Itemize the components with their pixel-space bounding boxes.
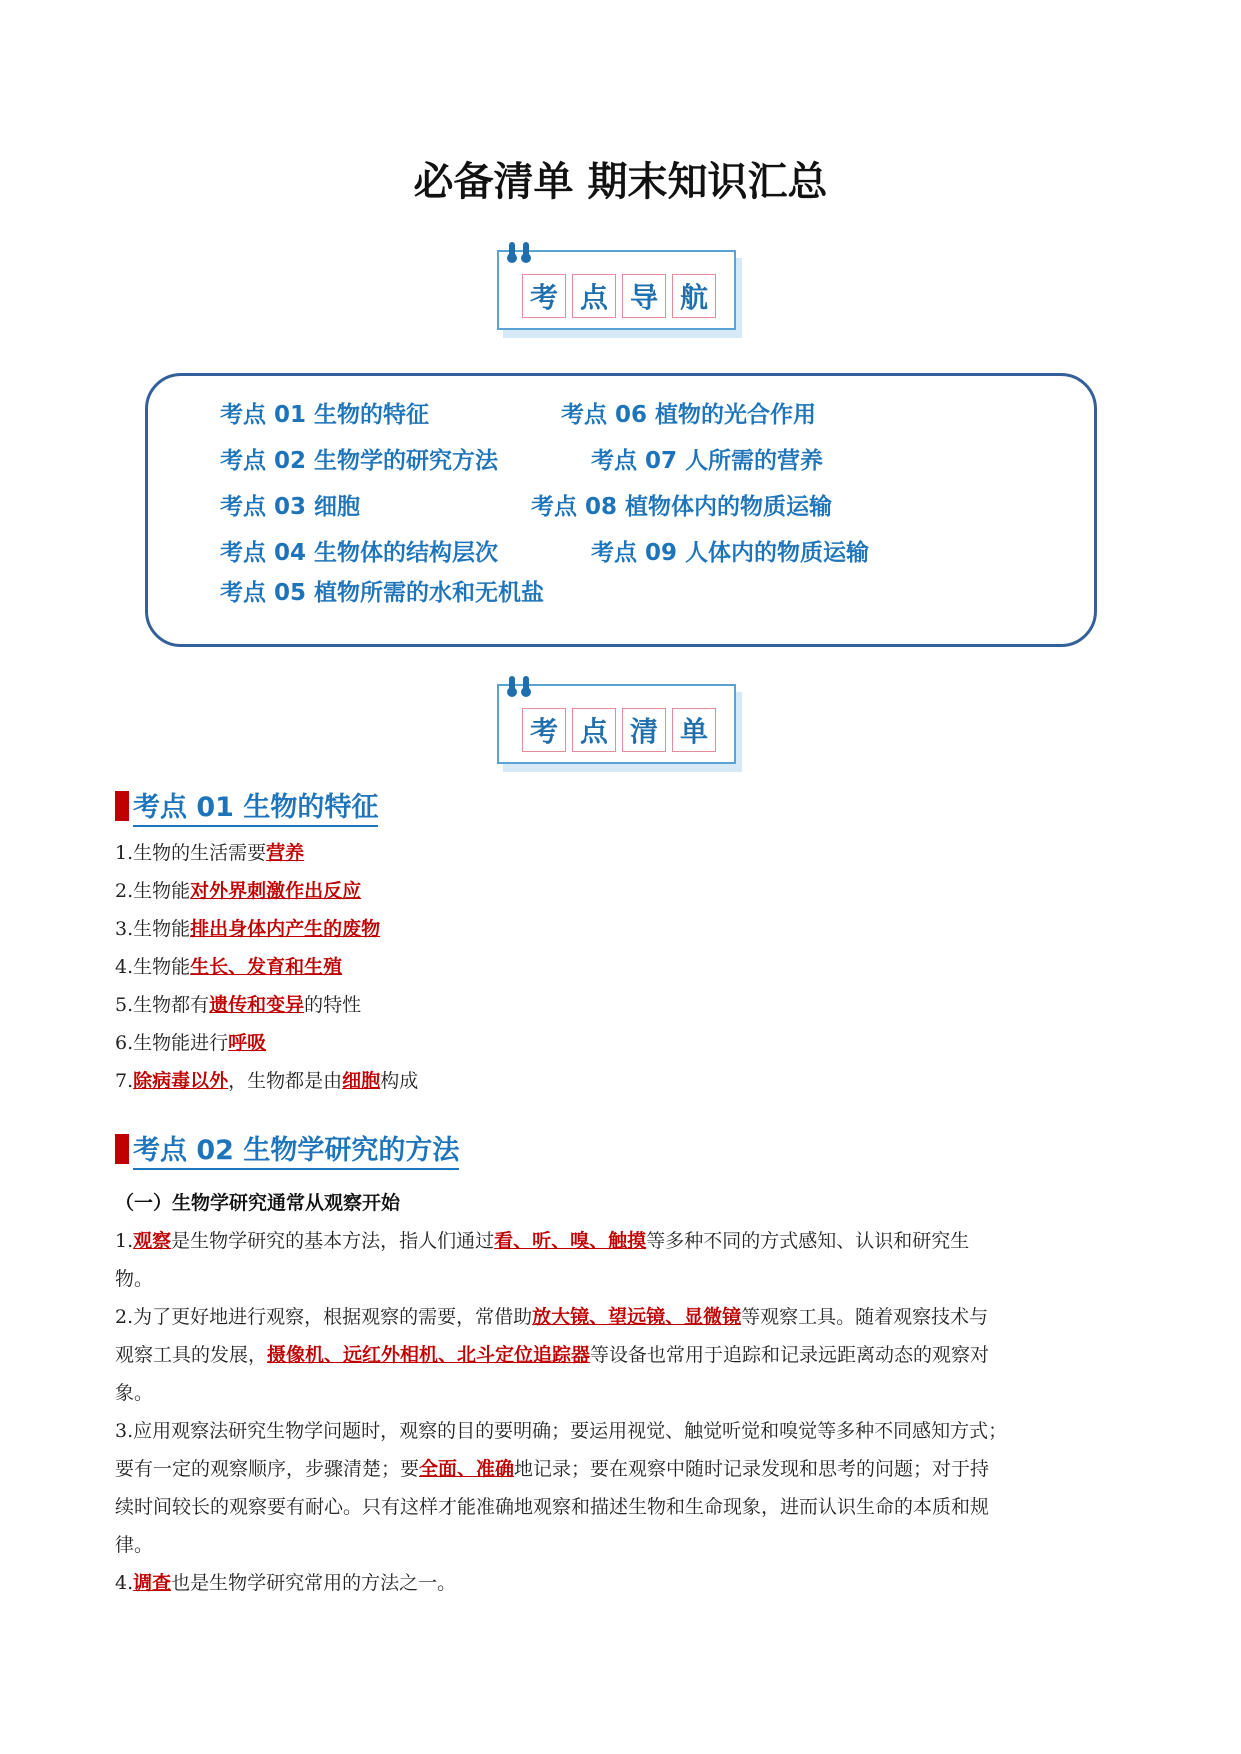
nav-banner	[497, 250, 744, 340]
key-term: 细胞	[342, 1070, 381, 1092]
key-term: 调查	[133, 1572, 172, 1594]
heading-marker-icon	[115, 791, 129, 821]
key-term: 营养	[266, 842, 305, 864]
banner-char: 单	[672, 708, 716, 752]
line-text: 地记录；要在观察中随时记录发现和思考的问题；对于持	[514, 1458, 990, 1480]
line-text: 4.生物能	[115, 956, 191, 978]
body-line	[115, 1530, 153, 1557]
section-02-heading	[115, 1128, 459, 1170]
line-text: 等多种不同的方式感知、认识和研究生	[646, 1230, 970, 1252]
key-term: 除病毒以外	[133, 1070, 229, 1092]
body-line	[115, 1416, 1007, 1443]
pin-icon	[509, 242, 515, 260]
banner-char: 考	[522, 708, 566, 752]
pin-icon	[523, 242, 529, 260]
page-title: 必备清单 期末知识汇总	[413, 159, 828, 205]
banner-char: 点	[572, 708, 616, 752]
line-text: 也是生物学研究常用的方法之一。	[171, 1572, 457, 1594]
nav-item-05[interactable]: 考点 05 植物所需的水和无机盐	[220, 580, 545, 606]
body-line	[115, 1492, 989, 1519]
key-term: 排出身体内产生的废物	[190, 918, 381, 940]
body-line	[115, 1454, 989, 1481]
line-text: 2.为了更好地进行观察，根据观察的需要，常借助	[115, 1306, 533, 1328]
key-term: 遗传和变异	[209, 994, 305, 1016]
line-text: 是生物学研究的基本方法，指人们通过	[171, 1230, 495, 1252]
body-line	[115, 1226, 969, 1253]
line-text: 4.	[115, 1572, 134, 1594]
nav-item-08[interactable]: 考点 08 植物体内的物质运输	[531, 494, 833, 520]
key-term: 全面、准确	[419, 1458, 515, 1480]
key-term: 看、听、嗅、触摸	[494, 1230, 647, 1252]
key-term: 生长、发育和生殖	[190, 956, 343, 978]
section-01-title: 考点 01 生物的特征	[133, 785, 378, 827]
body-line	[115, 1568, 456, 1595]
key-term: 对外界刺激作出反应	[190, 880, 362, 902]
line-text: 续时间较长的观察要有耐心。只有这样才能准确地观察和描述生物和生命现象，进而认识生命的本质和规	[115, 1496, 990, 1518]
body-line	[115, 914, 380, 941]
banner-char: 考	[522, 274, 566, 318]
body-line	[115, 876, 361, 903]
body-line	[115, 1028, 266, 1055]
body-line	[115, 1378, 153, 1405]
body-line	[115, 990, 361, 1017]
key-term: 呼吸	[228, 1032, 267, 1054]
line-text: 律。	[115, 1534, 154, 1556]
body-line	[115, 838, 304, 865]
line-text: 3.生物能	[115, 918, 191, 940]
line-text: 7.	[115, 1070, 134, 1092]
body-line	[115, 1066, 418, 1093]
line-text: 6.生物能进行	[115, 1032, 229, 1054]
key-term: 摄像机、远红外相机、北斗定位追踪器	[267, 1344, 591, 1366]
line-text: 1.	[115, 1230, 134, 1252]
section-02-subheading: （一）生物学研究通常从观察开始	[115, 1192, 401, 1214]
nav-box	[145, 373, 1097, 647]
line-text: 等设备也常用于追踪和记录远距离动态的观察对	[590, 1344, 990, 1366]
heading-marker-icon	[115, 1134, 129, 1164]
line-text: 象。	[115, 1382, 154, 1404]
banner-char: 航	[672, 274, 716, 318]
pin-icon	[509, 676, 515, 694]
section-02-title: 考点 02 生物学研究的方法	[133, 1128, 459, 1170]
line-text: 5.生物都有	[115, 994, 210, 1016]
line-text: 物。	[115, 1268, 154, 1290]
body-line	[115, 1264, 153, 1291]
line-text: 3.应用观察法研究生物学问题时，观察的目的要明确；要运用视觉、触觉听觉和嗅觉等多种不同感知方式；	[115, 1420, 1008, 1442]
line-text: 要有一定的观察顺序，步骤清楚；要	[115, 1458, 420, 1480]
line-text: 2.生物能	[115, 880, 191, 902]
nav-item-06[interactable]: 考点 06 植物的光合作用	[561, 402, 817, 428]
list-banner	[497, 684, 744, 774]
line-text: 1.生物的生活需要	[115, 842, 267, 864]
nav-item-01[interactable]: 考点 01 生物的特征	[220, 402, 430, 428]
line-text: ，生物都是由	[228, 1070, 343, 1092]
line-text: 的特性	[304, 994, 362, 1016]
banner-char: 点	[572, 274, 616, 318]
body-line	[115, 952, 342, 979]
pin-icon	[523, 676, 529, 694]
nav-item-02[interactable]: 考点 02 生物学的研究方法	[220, 448, 499, 474]
nav-item-07[interactable]: 考点 07 人所需的营养	[591, 448, 824, 474]
key-term: 放大镜、望远镜、显微镜	[532, 1306, 742, 1328]
banner-char: 导	[622, 274, 666, 318]
nav-item-09[interactable]: 考点 09 人体内的物质运输	[591, 540, 870, 566]
line-text: 构成	[380, 1070, 419, 1092]
nav-item-03[interactable]: 考点 03 细胞	[220, 494, 361, 520]
body-line	[115, 1302, 988, 1329]
key-term: 观察	[133, 1230, 172, 1252]
nav-item-04[interactable]: 考点 04 生物体的结构层次	[220, 540, 499, 566]
body-line	[115, 1340, 989, 1367]
line-text: 等观察工具。随着观察技术与	[741, 1306, 989, 1328]
line-text: 观察工具的发展，	[115, 1344, 268, 1366]
section-01-heading	[115, 785, 378, 827]
banner-char: 清	[622, 708, 666, 752]
